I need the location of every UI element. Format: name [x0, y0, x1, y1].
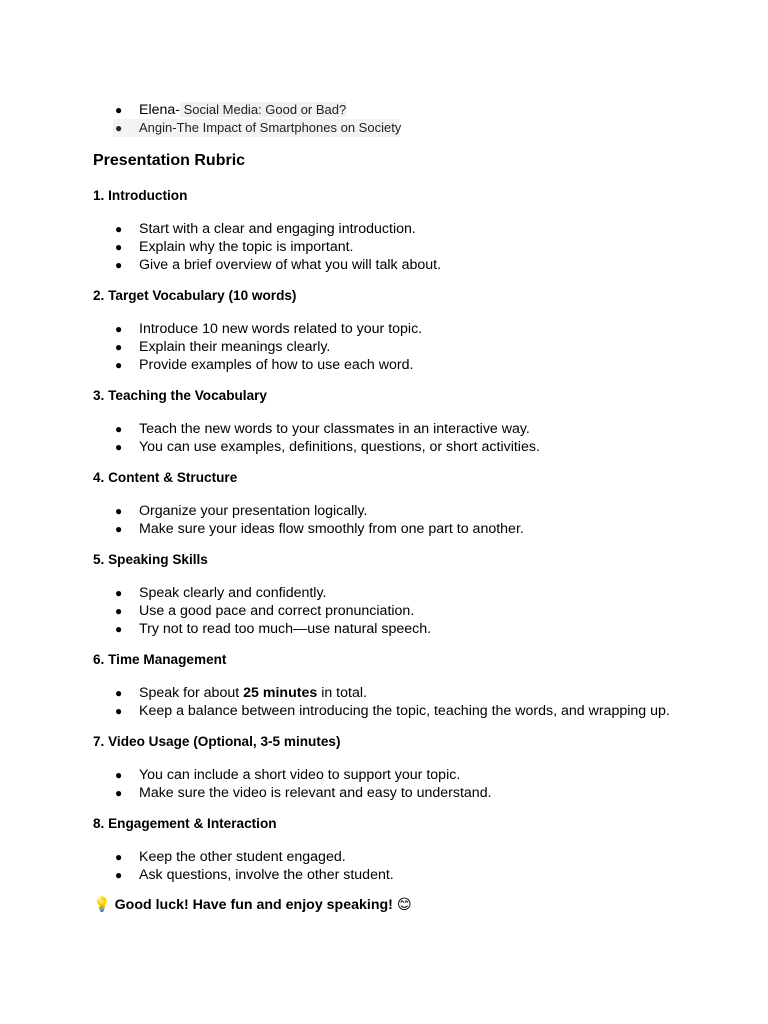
bullet-icon: ●: [115, 850, 123, 864]
bullet-icon: ●: [115, 686, 123, 700]
list-item-text: Start with a clear and engaging introduction.: [139, 221, 416, 237]
section-list: [0, 766, 492, 802]
section-list: [0, 684, 670, 720]
bullet-icon: ●: [115, 103, 123, 117]
bullet-icon: ●: [115, 622, 123, 636]
student-topic: The Impact of Smartphones on Society: [176, 120, 402, 135]
section-list: [0, 502, 524, 538]
bullet-icon: ●: [115, 240, 123, 254]
list-item-text: Explain why the topic is important.: [139, 239, 354, 255]
student-name: Angin-: [139, 120, 177, 135]
section-list: [0, 584, 431, 638]
section-heading: 2. Target Vocabulary (10 words): [93, 288, 297, 303]
bullet-icon: ●: [115, 222, 123, 236]
section-heading: 8. Engagement & Interaction: [93, 816, 277, 831]
section-list: [0, 320, 422, 374]
section-list: [0, 220, 441, 274]
list-item-text: Ask questions, involve the other student.: [139, 867, 394, 883]
list-item: [0, 848, 394, 866]
bullet-icon: ●: [115, 868, 123, 882]
list-item-text: in total.: [317, 685, 367, 701]
closing-message: [93, 897, 412, 913]
list-item: [0, 702, 670, 720]
section-heading: 4. Content & Structure: [93, 470, 238, 485]
list-item: [0, 320, 422, 338]
list-item-text: Keep a balance between introducing the topic, teaching the words, and wrapping up.: [139, 703, 670, 719]
bullet-icon: ●: [115, 768, 123, 782]
list-item-text: Speak clearly and confidently.: [139, 585, 327, 601]
list-item-text: Teach the new words to your classmates in an interactive way.: [139, 421, 530, 437]
section-list: [0, 848, 394, 884]
list-item-text: Explain their meanings clearly.: [139, 339, 331, 355]
list-item: [0, 866, 394, 884]
bullet-icon: ●: [115, 604, 123, 618]
list-item: [0, 784, 492, 802]
bullet-icon: ●: [115, 786, 123, 800]
list-item: [0, 766, 492, 784]
list-item: [0, 238, 441, 256]
closing-text: Good luck! Have fun and enjoy speaking!: [110, 897, 397, 913]
list-item-text: Speak for about: [139, 685, 244, 701]
bullet-icon: ●: [115, 258, 123, 272]
emphasis-text: 25 minutes: [243, 685, 318, 701]
list-item: [0, 438, 540, 456]
student-name: Elena-: [139, 102, 181, 118]
list-item: [0, 420, 540, 438]
section-heading: 6. Time Management: [93, 652, 227, 667]
list-item: [113, 119, 402, 137]
list-item: [0, 520, 524, 538]
list-item: [0, 620, 431, 638]
list-item: [0, 338, 422, 356]
student-topic: Social Media: Good or Bad?: [180, 102, 347, 117]
list-item: [0, 602, 431, 620]
lightbulb-icon: 💡: [93, 897, 111, 913]
bullet-icon: ●: [115, 586, 123, 600]
list-item: [0, 502, 524, 520]
list-item-text: Make sure your ideas flow smoothly from one part to another.: [139, 521, 524, 537]
student-topic-list: [0, 101, 402, 137]
bullet-icon: ●: [115, 522, 123, 536]
bullet-icon: ●: [115, 422, 123, 436]
section-heading: 3. Teaching the Vocabulary: [93, 388, 267, 403]
bullet-icon: ●: [115, 704, 123, 718]
list-item-text: Organize your presentation logically.: [139, 503, 368, 519]
list-item: [0, 101, 399, 119]
section-heading: 5. Speaking Skills: [93, 552, 208, 567]
bullet-icon: ●: [115, 322, 123, 336]
list-item: [0, 356, 422, 374]
list-item: [0, 220, 441, 238]
list-item-text: Make sure the video is relevant and easy to understand.: [139, 785, 492, 801]
bullet-icon: ●: [115, 121, 123, 135]
section-list: [0, 420, 540, 456]
list-item: [0, 684, 670, 702]
list-item-text: You can include a short video to support your topic.: [139, 767, 461, 783]
section-heading: 1. Introduction: [93, 188, 188, 203]
list-item: [0, 584, 431, 602]
list-item: [0, 256, 441, 274]
bullet-icon: ●: [115, 440, 123, 454]
list-item-text: Introduce 10 new words related to your topic.: [139, 321, 423, 337]
bullet-icon: ●: [115, 504, 123, 518]
list-item-text: Provide examples of how to use each word.: [139, 357, 414, 373]
section-heading: 7. Video Usage (Optional, 3-5 minutes): [93, 734, 341, 749]
smiley-icon: 😊: [396, 897, 412, 913]
list-item-text: Give a brief overview of what you will talk about.: [139, 257, 442, 273]
list-item-text: Use a good pace and correct pronunciation.: [139, 603, 415, 619]
list-item-text: You can use examples, definitions, questions, or short activities.: [139, 439, 540, 455]
page-title: Presentation Rubric: [93, 152, 246, 169]
list-item-text: Keep the other student engaged.: [139, 849, 346, 865]
list-item-text: Try not to read too much—use natural speech.: [139, 621, 432, 637]
bullet-icon: ●: [115, 358, 123, 372]
bullet-icon: ●: [115, 340, 123, 354]
